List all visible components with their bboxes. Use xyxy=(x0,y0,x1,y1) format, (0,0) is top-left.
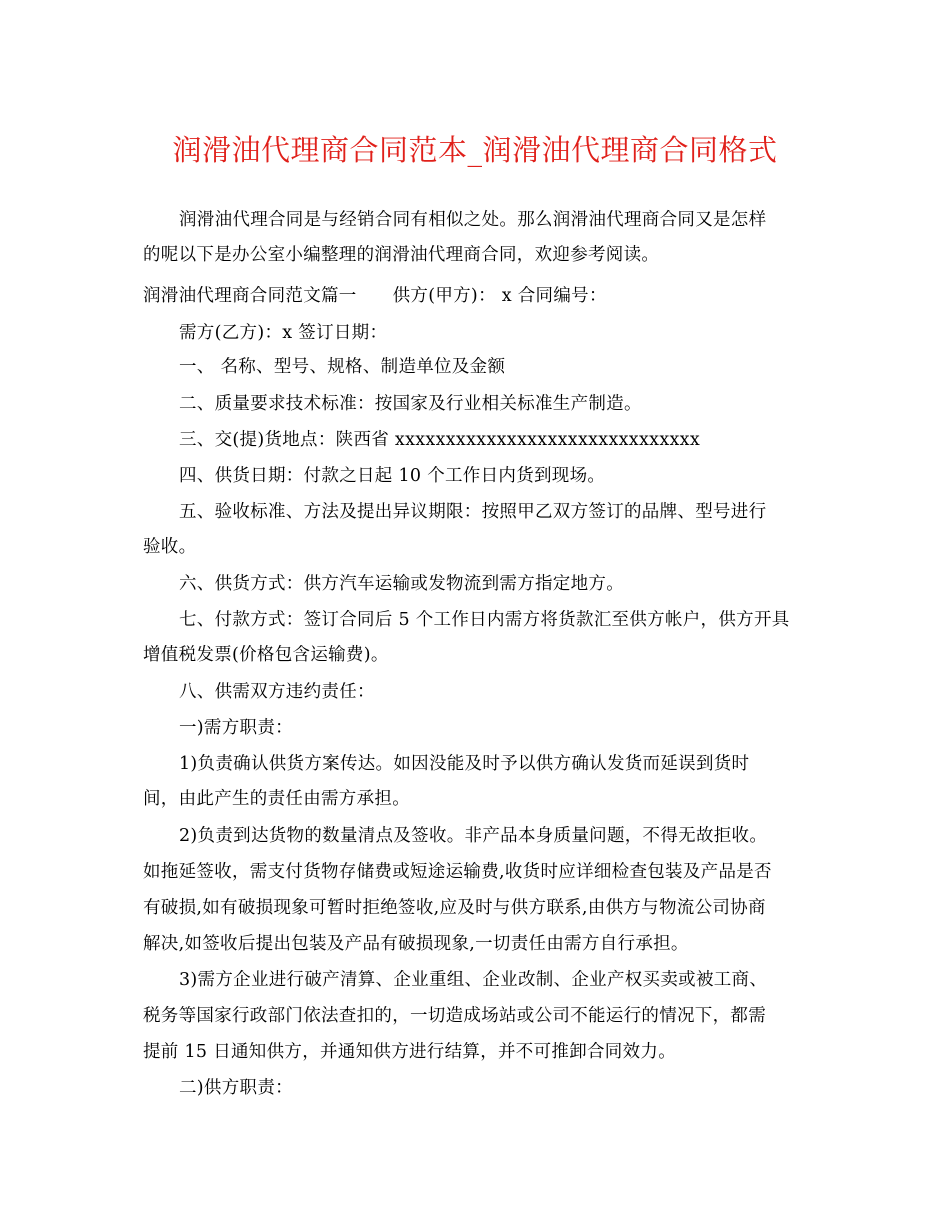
paragraph-line: 1)负责确认供货方案传达。如因没能及时予以供方确认发货而延误到货时 xyxy=(179,754,750,774)
paragraph-line: 间，由此产生的责任由需方承担。 xyxy=(143,789,410,809)
paragraph-line: 二、质量要求技术标准：按国家及行业相关标准生产制造。 xyxy=(179,394,642,414)
paragraph-line: 有破损,如有破损现象可暂时拒绝签收,应及时与供方联系,由供方与物流公司协商 xyxy=(143,898,766,918)
paragraph-line: 提前 15 日通知供方，并通知供方进行结算，并不可推卸合同效力。 xyxy=(143,1042,676,1062)
paragraph-line: 验收。 xyxy=(143,537,197,557)
paragraph-line: 3)需方企业进行破产清算、企业重组、企业改制、企业产权买卖或被工商、 xyxy=(179,970,768,990)
paragraph-line: 一、 名称、型号、规格、制造单位及金额 xyxy=(179,357,506,377)
paragraph-line xyxy=(143,284,607,308)
paragraph-line: 三、交(提)货地点：陕西省 xxxxxxxxxxxxxxxxxxxxxxxxxxxxxx xyxy=(179,430,700,450)
paragraph-line: 润滑油代理合同是与经销合同有相似之处。那么润滑油代理商合同又是怎样 xyxy=(179,210,767,230)
paragraph-line: 税务等国家行政部门依法查扣的，一切造成场站或公司不能运行的情况下，都需 xyxy=(143,1006,766,1026)
paragraph-line: 八、供需双方违约责任： xyxy=(179,682,375,702)
paragraph-line: 四、供货日期：付款之日起 10 个工作日内货到现场。 xyxy=(179,466,606,486)
paragraph-line: 需方(乙方)：x 签订日期： xyxy=(179,323,388,343)
paragraph-line: 2)负责到达货物的数量清点及签收。非产品本身质量问题，不得无故拒收。 xyxy=(179,826,768,846)
paragraph-line: 七、付款方式：签订合同后 5 个工作日内需方将货款汇至供方帐户，供方开具 xyxy=(179,610,790,630)
paragraph-line: 增值税发票(价格包含运输费)。 xyxy=(143,645,389,665)
paragraph-line: 解决,如签收后提出包装及产品有破损现象,一切责任由需方自行承担。 xyxy=(143,934,689,954)
paragraph-line: 六、供货方式：供方汽车运输或发物流到需方指定地方。 xyxy=(179,574,624,594)
paragraph-line: 一)需方职责： xyxy=(179,718,293,738)
supplier-line: 供方(甲方)： x 合同编号： xyxy=(392,286,607,306)
paragraph-line: 的呢以下是办公室小编整理的润滑油代理商合同，欢迎参考阅读。 xyxy=(143,245,660,265)
paragraph-line: 二)供方职责： xyxy=(179,1078,293,1098)
section-heading: 润滑油代理商合同范文篇一 xyxy=(143,286,357,306)
paragraph-line: 如拖延签收，需支付货物存储费或短途运输费,收货时应详细检查包装及产品是否 xyxy=(143,862,772,882)
paragraph-line: 五、验收标准、方法及提出异议期限：按照甲乙双方签订的品牌、型号进行 xyxy=(179,502,767,522)
document-title: 润滑油代理商合同范本_润滑油代理商合同格式 xyxy=(172,133,778,167)
